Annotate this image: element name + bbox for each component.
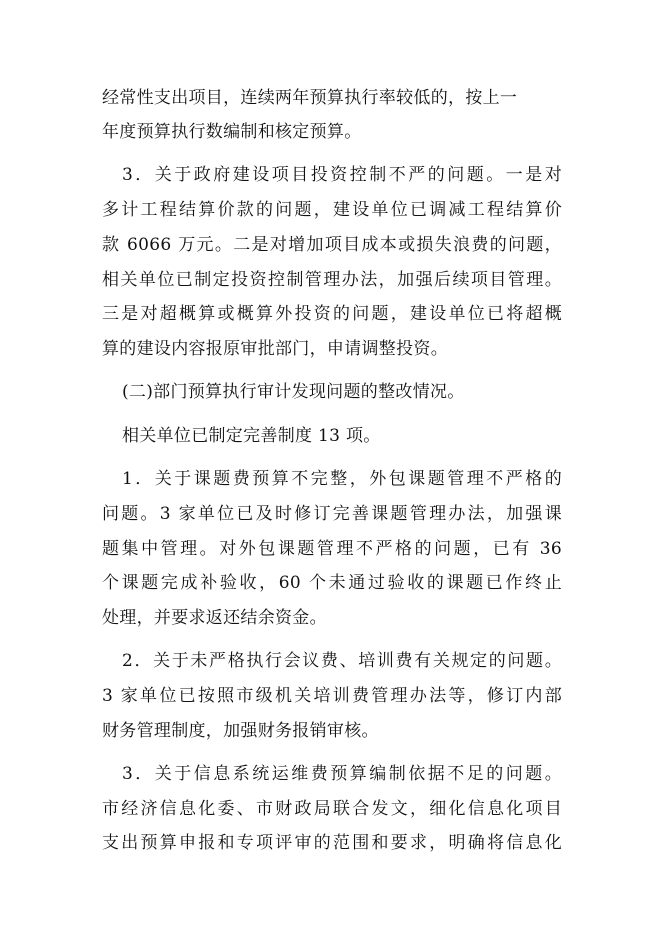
text-line: 财务管理制度，加强财务报销审核。	[102, 721, 379, 741]
text-line: 个课题完成补验收，60 个未通过验收的课题已作终止	[102, 573, 562, 593]
text-line: 市经济信息化委、市财政局联合发文，细化信息化项目	[102, 799, 562, 819]
text-line: 1．关于课题费预算不完整，外包课题管理不严格的	[122, 469, 562, 489]
text-line: 三是对超概算或概算外投资的问题，建设单位已将超概	[102, 304, 562, 324]
text-line: 支出预算申报和专项评审的范围和要求，明确将信息化	[102, 833, 562, 853]
text-line: 款 6066 万元。二是对增加项目成本或损失浪费的问题，	[102, 235, 562, 255]
text-line: 3．关于政府建设项目投资控制不严的问题。一是对	[122, 165, 562, 185]
text-line: 经常性支出项目，连续两年预算执行率较低的，按上一	[102, 88, 518, 108]
text-line: 处理，并要求返还结余资金。	[102, 608, 327, 628]
text-line: 题集中管理。对外包课题管理不严格的问题，已有 36	[102, 539, 562, 559]
text-line: 2．关于未严格执行会议费、培训费有关规定的问题。	[122, 651, 562, 671]
text-line: 3 家单位已按照市级机关培训费管理办法等，修订内部	[102, 686, 562, 706]
text-line: 算的建设内容报原审批部门，申请调整投资。	[102, 339, 448, 359]
text-line: 多计工程结算价款的问题，建设单位已调减工程结算价	[102, 200, 562, 220]
text-line: 相关单位已制定完善制度 13 项。	[122, 426, 381, 446]
text-line: 相关单位已制定投资控制管理办法，加强后续项目管理。	[102, 270, 562, 290]
text-line: 问题。3 家单位已及时修订完善课题管理办法，加强课	[102, 504, 562, 524]
section-heading: (二)部门预算执行审计发现问题的整改情况。	[122, 382, 465, 402]
text-line: 3．关于信息系统运维费预算编制依据不足的问题。	[122, 764, 562, 784]
text-line: 年度预算执行数编制和核定预算。	[102, 122, 362, 142]
